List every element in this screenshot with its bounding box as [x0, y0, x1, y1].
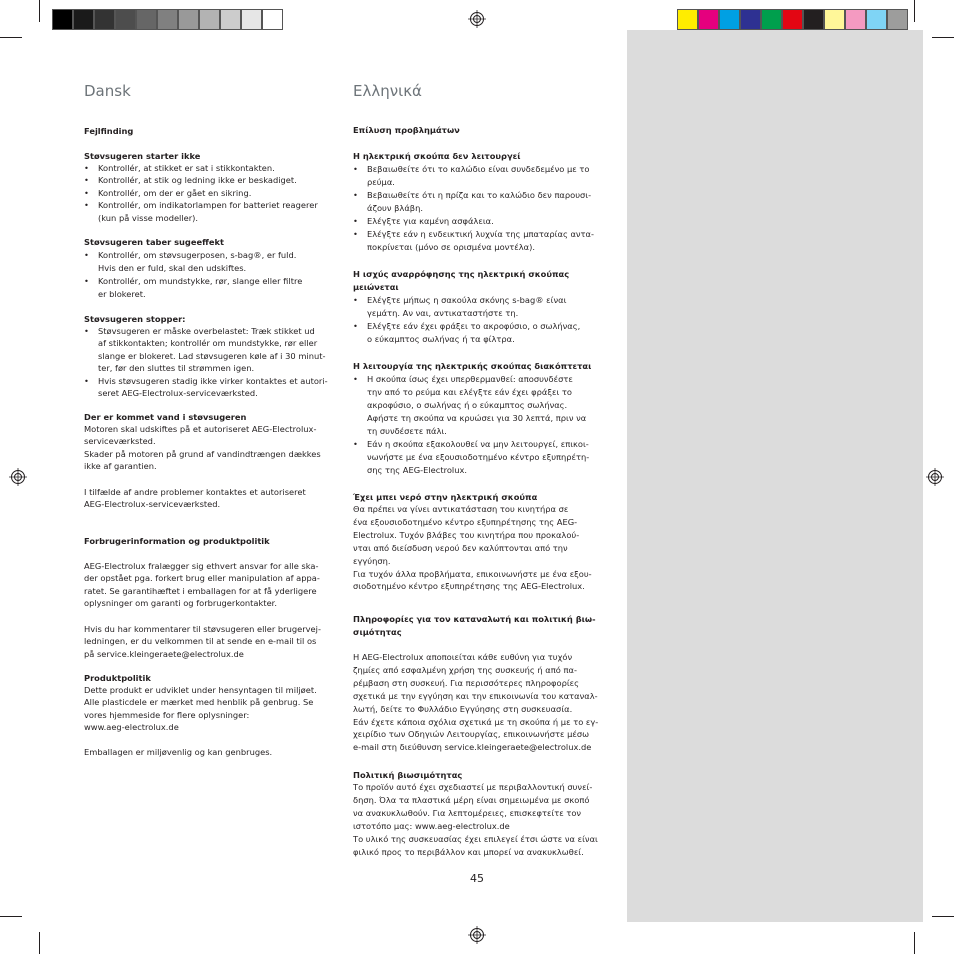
list-item: γεμάτη. Αν ναι, αντικαταστήστε τη. — [367, 308, 519, 318]
paragraph — [84, 423, 344, 473]
registration-mark-icon — [468, 926, 486, 944]
bullet-list — [353, 373, 613, 477]
text-line: ιστοτόπο μας: www.aeg-electrolux.de — [353, 820, 510, 831]
text-line: Θα πρέπει να γίνει αντικατάσταση του κινητήρα σε — [353, 504, 569, 514]
list-item: Ελέγξτε για καμένη ασφάλεια. — [367, 216, 494, 226]
color-swatch — [761, 9, 782, 30]
bullet-list — [84, 325, 344, 400]
crop-mark — [932, 916, 954, 917]
crop-mark — [932, 37, 954, 38]
list-item: Kontrollér, om indikatorlampen for batteriet reagerer — [98, 200, 318, 211]
section-title: Fejlfinding — [84, 126, 134, 136]
list-item: νωνήστε με ένα εξουσιοδοτημένο κέντρο εξυπηρέτη- — [367, 452, 590, 462]
color-swatch — [719, 9, 740, 30]
grayscale-color-bar — [52, 9, 283, 30]
greek-heading: Ελληνικά — [353, 82, 422, 100]
text-line: Η AEG-Electrolux αποποιείται κάθε ευθύνη για τυχόν — [353, 652, 573, 662]
color-swatch — [73, 9, 94, 30]
text-line: Dette produkt er udviklet under hensyntagen til miljøet. — [84, 685, 317, 695]
bullet-dot: • — [353, 164, 358, 174]
paragraph — [353, 503, 615, 593]
list-item: Αφήστε τη σκούπα να κρυώσει για 30 λεπτά, πριν να — [367, 413, 587, 423]
list-item: ο εύκαμπτος σωλήνας ή τα φίλτρα. — [367, 334, 515, 344]
text-line: vores hjemmeside for flere oplysninger: — [84, 709, 250, 720]
color-swatch — [136, 9, 157, 30]
list-item: Ελέγξτε μήπως η σακούλα σκόνης s-bag® είναι — [367, 295, 567, 305]
page-number: 45 — [470, 872, 484, 885]
color-swatch — [845, 9, 866, 30]
text-line: νται από διείσδυση νερού δεν καλύπτονται από την — [353, 542, 568, 553]
color-swatch — [740, 9, 761, 30]
text-line: σχετικά με την εγγύηση και την επικοινωνία του καταναλ- — [353, 690, 598, 701]
color-swatch — [115, 9, 136, 30]
text-line: ρέμβαση στη συσκευή. Για περισσότερες πληροφορίες — [353, 677, 580, 688]
list-item: σης της AEG-Electrolux. — [367, 465, 468, 475]
bullet-dot: • — [353, 439, 358, 449]
list-item: Kontrollér, at stikket er sat i stikkontakten. — [98, 163, 275, 173]
list-item: Støvsugeren er måske overbelastet: Træk stikket ud — [98, 326, 315, 336]
bullet-dot: • — [84, 276, 89, 286]
text-line: oplysninger om garanti og forbrugerkontakter. — [84, 598, 277, 609]
list-item: (kun på visse modeller). — [98, 212, 199, 223]
color-swatch — [698, 9, 719, 30]
section-title: Η ηλεκτρική σκούπα δεν λειτουργεί — [353, 151, 521, 161]
color-swatch — [178, 9, 199, 30]
color-swatch — [157, 9, 178, 30]
process-color-bar — [677, 9, 908, 30]
color-swatch — [866, 9, 887, 30]
list-item: Βεβαιωθείτε ότι το καλώδιο είναι συνδεδεμένο με το — [367, 164, 590, 174]
text-line: ledningen, er du velkommen til at sende en e-mail til os — [84, 636, 317, 647]
section-title: Πολιτική βιωσιμότητας — [353, 770, 463, 780]
text-line: Εάν έχετε κάποια σχόλια σχετικά με τη σκούπα ή με το εγ- — [353, 716, 599, 727]
list-item: ρεύμα. — [367, 177, 395, 187]
bullet-dot: • — [353, 321, 358, 331]
text-line: λωτή, δείτε το Φυλλάδιο Εγγύησης στη συσκευασία. — [353, 703, 573, 714]
color-swatch — [803, 9, 824, 30]
section-title: Støvsugeren taber sugeeffekt — [84, 237, 224, 247]
bullet-dot: • — [84, 163, 89, 173]
text-line: Για τυχόν άλλα προβλήματα, επικοινωνήστε με ένα εξου- — [353, 568, 592, 579]
text-line: Το προϊόν αυτό έχει σχεδιαστεί με περιβαλλοντική συνεί- — [353, 782, 593, 792]
registration-mark-icon — [468, 10, 486, 28]
text-line: ζημίες από εσφαλμένη χρήση της συσκευής ή από πα- — [353, 664, 577, 675]
section-title: Støvsugeren starter ikke — [84, 151, 201, 161]
section-title: Πληροφορίες για τον καταναλωτή και πολιτική βιω- — [353, 614, 596, 624]
color-swatch — [52, 9, 73, 30]
text-line: εγγύηση. — [353, 555, 391, 566]
registration-mark-icon — [926, 468, 944, 486]
paragraph — [353, 781, 615, 858]
list-item: Εάν η σκούπα εξακολουθεί να μην λειτουργεί, επικοι- — [367, 439, 589, 449]
crop-mark — [914, 0, 915, 22]
list-item: την από το ρεύμα και ελέγξτε εάν έχει φράξει το — [367, 387, 572, 397]
color-swatch — [199, 9, 220, 30]
bullet-dot: • — [353, 295, 358, 305]
list-item: er blokeret. — [98, 289, 146, 299]
text-line: serviceværksted. — [84, 436, 156, 447]
text-line: AEG-Electrolux fralægger sig ethvert ansvar for alle ska- — [84, 561, 319, 571]
section-title: μειώνεται — [353, 282, 399, 292]
crop-mark — [39, 932, 40, 954]
section-title: Der er kommet vand i støvsugeren — [84, 412, 247, 422]
color-swatch — [677, 9, 698, 30]
list-item: Ελέγξτε εάν η ενδεικτική λυχνία της μπαταρίας αντα- — [367, 229, 595, 239]
list-item: Kontrollér, om mundstykke, rør, slange eller filtre — [98, 276, 303, 286]
crop-mark — [0, 37, 22, 38]
list-item: Kontrollér, om støvsugerposen, s-bag®, er fuld. — [98, 250, 297, 260]
text-line: ratet. Se garantihæftet i emballagen for at få yderligere — [84, 585, 317, 596]
bullet-dot: • — [84, 200, 89, 211]
bullet-dot: • — [84, 250, 89, 260]
text-line: Alle plasticdele er mærket med henblik på genbrug. Se — [84, 697, 314, 708]
list-item: slange er blokeret. Lad støvsugeren køle af i 30 minut- — [98, 350, 326, 361]
section-title: Η λειτουργία της ηλεκτρικής σκούπας διακόπτεται — [353, 361, 592, 371]
bullet-list — [84, 249, 344, 301]
text-line: Hvis du har kommentarer til støvsugeren eller brugervej- — [84, 624, 321, 634]
section-title: Έχει μπει νερό στην ηλεκτρική σκούπα — [353, 492, 538, 502]
text-line: e-mail στη διεύθυνση service.kleingeraete@electrolux.de — [353, 742, 592, 753]
paragraph: Emballagen er miljøvenlig og kan genbruges. — [84, 747, 273, 757]
bullet-dot: • — [84, 375, 89, 386]
paragraph — [84, 684, 344, 734]
color-swatch — [241, 9, 262, 30]
text-line: Το υλικό της συσκευασίας έχει επιλεγεί έτσι ώστε να είναι — [353, 833, 598, 844]
bullet-dot: • — [353, 374, 358, 384]
paragraph — [84, 560, 344, 610]
section-title: Επίλυση προβλημάτων — [353, 125, 460, 135]
text-line: χειρίδιο των Οδηγιών Λειτουργίας, επικοινωνήστε μέσω — [353, 729, 590, 740]
color-swatch — [220, 9, 241, 30]
bullet-list — [84, 162, 344, 224]
crop-mark — [914, 932, 915, 954]
section-title: Støvsugeren stopper: — [84, 314, 186, 324]
text-line: δηση. Όλα τα πλαστικά μέρη είναι σημειωμένα με σκοπό — [353, 794, 590, 805]
section-title: Forbrugerinformation og produktpolitik — [84, 536, 270, 546]
color-swatch — [887, 9, 908, 30]
list-item: άζουν βλάβη. — [367, 203, 423, 213]
text-line: I tilfælde af andre problemer kontaktes et autoriseret — [84, 487, 306, 497]
gray-side-panel — [627, 30, 923, 922]
list-item: Kontrollér, om der er gået en sikring. — [98, 187, 252, 198]
paragraph — [84, 623, 344, 660]
dansk-heading: Dansk — [84, 82, 131, 100]
list-item: Hvis støvsugeren stadig ikke virker kontaktes et autori- — [98, 375, 328, 386]
text-line: www.aeg-electrolux.de — [84, 722, 179, 733]
crop-mark — [0, 916, 22, 917]
text-line: ένα εξουσιοδοτημένο κέντρο εξυπηρέτησης της AEG- — [353, 516, 578, 527]
list-item: ter, før den sluttes til strømmen igen. — [98, 363, 255, 374]
color-swatch — [94, 9, 115, 30]
text-line: σιοδοτημένο κέντρο εξυπηρέτησης της AEG-Electrolux. — [353, 581, 585, 592]
paragraph — [84, 486, 344, 511]
bullet-list — [353, 294, 613, 346]
bullet-dot: • — [353, 229, 358, 239]
text-line: να ανακυκλωθούν. Για λεπτομέρειες, επισκεφτείτε τον — [353, 807, 582, 818]
list-item: Kontrollér, at stik og ledning ikke er beskadiget. — [98, 175, 297, 186]
list-item: Βεβαιωθείτε ότι η πρίζα και το καλώδιο δεν παρουσι- — [367, 190, 592, 200]
section-title: Produktpolitik — [84, 673, 151, 683]
section-title: Η ισχύς αναρρόφησης της ηλεκτρική σκούπας — [353, 269, 570, 279]
list-item: τη συνδέσετε πάλι. — [367, 426, 447, 436]
registration-mark-icon — [9, 468, 27, 486]
list-item: Hvis den er fuld, skal den udskiftes. — [98, 263, 247, 273]
color-swatch — [782, 9, 803, 30]
color-swatch — [824, 9, 845, 30]
text-line: Skader på motoren på grund af vandindtrængen dækkes — [84, 448, 321, 459]
text-line: Electrolux. Τυχόν βλάβες του κινητήρα που προκαλού- — [353, 529, 580, 540]
list-item: ποκρίνεται (μόνο σε ορισμένα μοντέλα). — [367, 242, 536, 252]
bullet-dot: • — [84, 326, 89, 336]
list-item: Η σκούπα ίσως έχει υπερθερμανθεί: αποσυνδέστε — [367, 374, 573, 384]
list-item: af stikkontakten; kontrollér om mundstykke, rør eller — [98, 338, 318, 349]
list-item: Ελέγξτε εάν έχει φράξει το ακροφύσιο, ο σωλήνας, — [367, 321, 581, 331]
text-line: φιλικό προς το περιβάλλον και μπορεί να ανακυκλωθεί. — [353, 846, 584, 857]
list-item: ακροφύσιο, ο σωλήνας ή ο εύκαμπτος σωλήνας. — [367, 400, 568, 410]
color-swatch — [262, 9, 283, 30]
text-line: på service.kleingeraete@electrolux.de — [84, 648, 244, 659]
text-line: ikke af garantien. — [84, 461, 157, 472]
text-line: der opstået pga. forkert brug eller manipulation af appa- — [84, 573, 320, 584]
bullet-list — [353, 163, 613, 255]
section-title: σιμότητας — [353, 627, 402, 637]
crop-mark — [39, 0, 40, 22]
bullet-dot: • — [353, 190, 358, 200]
bullet-dot: • — [353, 216, 358, 226]
bullet-dot: • — [84, 175, 89, 186]
list-item: seret AEG-Electrolux-serviceværksted. — [98, 388, 258, 398]
text-line: Motoren skal udskiftes på et autoriseret AEG-Electrolux- — [84, 424, 317, 434]
bullet-dot: • — [84, 187, 89, 198]
paragraph — [353, 651, 615, 754]
text-line: AEG-Electrolux-serviceværksted. — [84, 499, 221, 510]
